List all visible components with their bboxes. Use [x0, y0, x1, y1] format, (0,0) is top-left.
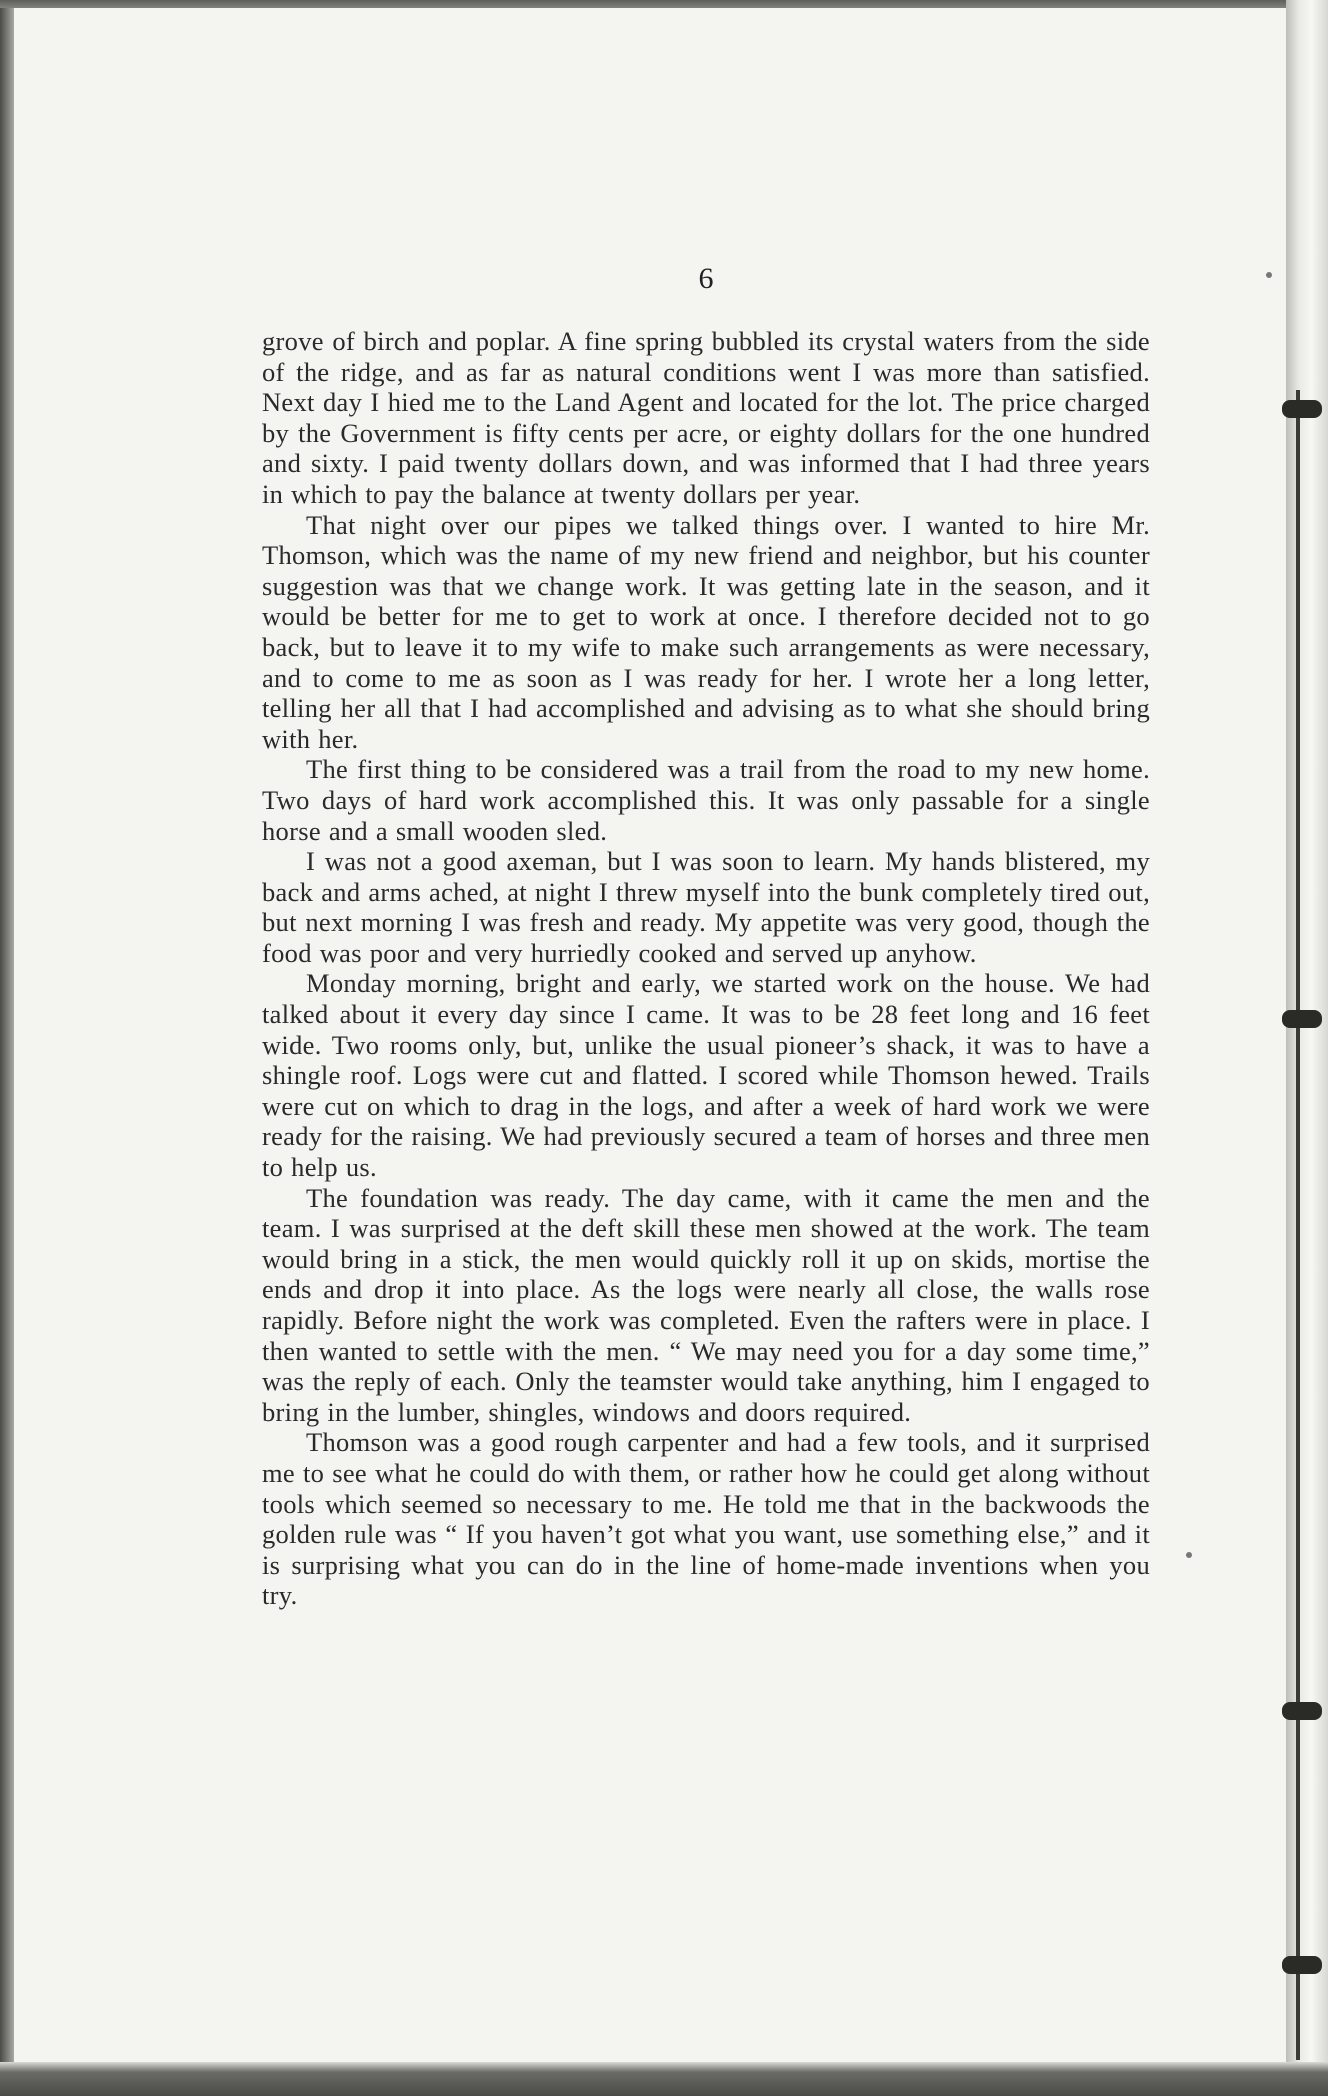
binding-clip	[1282, 1010, 1322, 1028]
paragraph: The first thing to be considered was a trail from the road to my new home. Two days of hard work accomplished this. It was only passable for a single horse and a small wooden sled.	[262, 754, 1150, 846]
paragraph: I was not a good axeman, but I was soon to learn. My hands blistered, my back and arms ached, at night I threw myself into the bunk completely tired out, but next morning I was fresh and ready. My appetite was very good, though the food was poor and very hurriedly cooked and served up anyhow.	[262, 846, 1150, 968]
binding-clip	[1282, 1702, 1322, 1720]
paragraph: Monday morning, bright and early, we started work on the house. We had talked about it every day since I came. It was to be 28 feet long and 16 feet wide. Two rooms only, but, unlike the usual pioneer’s shack, it was to have a shingle roof. Logs were cut and flatted. I scored while Thomson hewed. Trails were cut on which to drag in the logs, and after a week of hard work we were ready for the raising. We had previously secured a team of horses and three men to help us.	[262, 968, 1150, 1183]
paragraph: That night over our pipes we talked things over. I wanted to hire Mr. Thomson, which was the name of my new friend and neighbor, but his counter suggestion was that we change work. It was getting late in the season, and it would be better for me to get to work at once. I therefore decided not to go back, but to leave it to my wife to make such arrangements as were necessary, and to come to me as soon as I was ready for her. I wrote her a long letter, telling her all that I had accomplished and advising as to what she should bring with her.	[262, 509, 1150, 754]
binding-clip	[1282, 400, 1322, 418]
paragraph: grove of birch and poplar. A fine spring bubbled its crystal waters from the side of the ridge, and as far as natural conditions went I was more than satisfied. Next day I hied me to the Land Agent and located for the lot. The price charged by the Government is fifty cents per acre, or eighty dollars for the one hundred and sixty. I paid twenty dollars down, and was informed that I had three years in which to pay the balance at twenty dollars per year.	[262, 326, 1150, 509]
paragraph: Thomson was a good rough carpenter and had a few tools, and it surprised me to see what he could do with them, or rather how he could get along without tools which seemed so necessary to me. He told me that in the backwoods the golden rule was “ If you haven’t got what you want, use something else,” and it is surprising what you can do in the line of home-made inventions when you try.	[262, 1427, 1150, 1611]
page-text	[262, 326, 1150, 1611]
paragraph: The foundation was ready. The day came, with it came the men and the team. I was surprised at the deft skill these men showed at the work. The team would bring in a stick, the men would quickly roll it up on skids, mortise the ends and drop it into place. As the logs were nearly all close, the walls rose rapidly. Before night the work was completed. Even the rafters were in place. I then wanted to settle with the men. “ We may need you for a day some time,” was the reply of each. Only the teamster would take anything, him I engaged to bring in the lumber, shingles, windows and doors required.	[262, 1182, 1150, 1427]
scan-speck	[1186, 1552, 1192, 1558]
page-binding	[1286, 0, 1328, 2096]
page-left-shadow	[0, 8, 14, 2062]
scan-speck	[1266, 272, 1272, 278]
binding-spine-line	[1296, 390, 1300, 2060]
scan-bottom-edge	[0, 2062, 1328, 2096]
binding-clip	[1282, 1956, 1322, 1974]
page-number: 6	[698, 262, 714, 295]
